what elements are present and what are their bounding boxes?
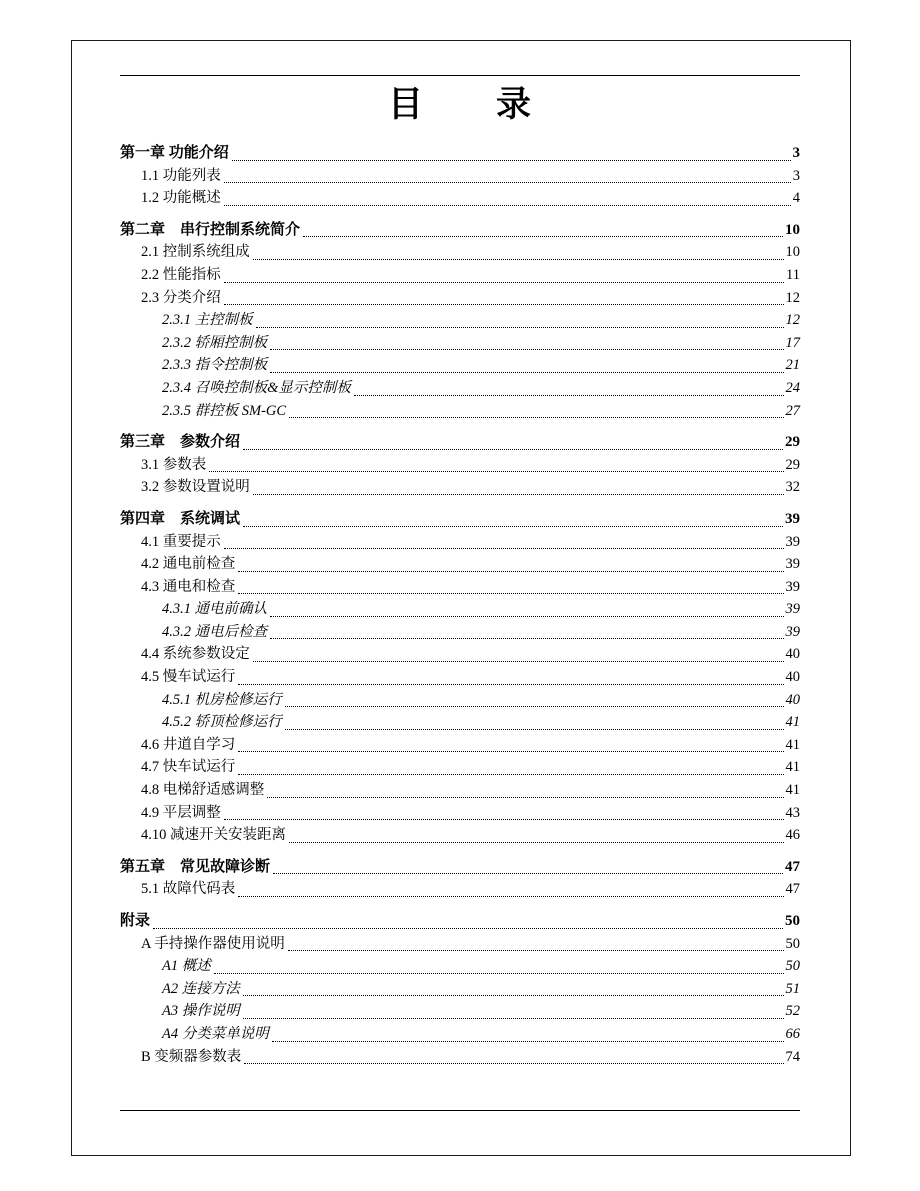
dot-leader <box>289 417 783 418</box>
dot-leader <box>289 842 784 843</box>
toc-entry-label: 4.3 通电和检查 <box>141 578 236 595</box>
toc-entry-page: 4 <box>792 190 800 207</box>
toc-entry[interactable] <box>120 802 800 825</box>
toc-entry[interactable] <box>120 1046 800 1069</box>
toc-entry[interactable] <box>120 309 800 332</box>
dot-leader <box>285 729 784 730</box>
toc-entry-label: A 手持操作器使用说明 <box>141 935 285 952</box>
toc-entry-label: 1.1 功能列表 <box>141 167 221 184</box>
toc-entry-label: 2.1 控制系统组成 <box>141 244 250 261</box>
toc-entry-label: 4.5 慢车试运行 <box>141 669 236 686</box>
toc-entry[interactable] <box>120 824 800 847</box>
dot-leader <box>153 928 783 929</box>
dot-leader <box>270 638 783 639</box>
toc-entry[interactable] <box>120 779 800 802</box>
dot-leader <box>253 259 784 260</box>
toc-entry[interactable] <box>120 576 800 599</box>
page-border <box>71 40 851 1156</box>
toc-entry-page: 39 <box>785 578 800 595</box>
bottom-rule <box>120 1110 800 1111</box>
dot-leader <box>285 706 784 707</box>
toc-entry[interactable] <box>120 910 800 933</box>
toc-entry-page: 43 <box>785 804 800 821</box>
dot-leader <box>244 1063 783 1064</box>
toc-entry-label: 3.2 参数设置说明 <box>141 479 250 496</box>
toc-entry[interactable] <box>120 219 800 242</box>
toc-entry-label: A3 操作说明 <box>162 1003 240 1020</box>
dot-leader <box>224 548 784 549</box>
dot-leader <box>270 349 783 350</box>
toc-entry-page: 41 <box>785 759 800 776</box>
top-rule <box>120 75 800 76</box>
toc-entry-page: 39 <box>785 601 800 618</box>
toc-entry-label: 2.3.3 指令控制板 <box>162 357 268 374</box>
toc-entry-label: 第四章 系统调试 <box>120 510 241 527</box>
toc-entry-page: 29 <box>785 456 800 473</box>
toc-entry-label: 4.7 快车试运行 <box>141 759 236 776</box>
toc-entry[interactable] <box>120 978 800 1001</box>
toc-entry-label: 5.1 故障代码表 <box>141 881 236 898</box>
toc-entry-label: 2.3.5 群控板 SM-GC <box>162 402 287 419</box>
toc-entry-label: 2.3.2 轿厢控制板 <box>162 334 268 351</box>
toc-entry-label: 4.4 系统参数设定 <box>141 646 250 663</box>
dot-leader <box>243 995 784 996</box>
dot-leader <box>272 1041 784 1042</box>
toc-entry[interactable] <box>120 508 800 531</box>
toc-entry-label: 2.3.4 召唤控制板&显示控制板 <box>162 379 351 396</box>
toc-entry[interactable] <box>120 734 800 757</box>
dot-leader <box>224 282 784 283</box>
toc-entry-label: A4 分类菜单说明 <box>162 1025 269 1042</box>
page-title: 目 录 <box>387 85 532 124</box>
toc-entry[interactable] <box>120 643 800 666</box>
toc-entry-page: 27 <box>785 402 800 419</box>
toc-entry[interactable] <box>120 856 800 879</box>
dot-leader <box>238 571 783 572</box>
dot-leader <box>270 372 783 373</box>
toc-entry-label: A1 概述 <box>162 958 211 975</box>
toc-entry-label: 附录 <box>120 913 151 929</box>
dot-leader <box>224 304 784 305</box>
toc-entry-label: 第五章 常见故障诊断 <box>120 858 271 875</box>
toc-entry-page: 46 <box>785 827 800 844</box>
toc-entry-label: B 变频器参数表 <box>141 1048 242 1065</box>
dot-leader <box>238 774 783 775</box>
toc-entry-label: 4.3.2 通电后检查 <box>162 623 268 640</box>
dot-leader <box>238 684 783 685</box>
toc-entry-page: 50 <box>785 935 800 952</box>
dot-leader <box>288 950 784 951</box>
toc-entry[interactable] <box>120 598 800 621</box>
toc-entry[interactable] <box>120 1000 800 1023</box>
toc-entry-page: 41 <box>785 782 800 799</box>
toc-entry-label: 4.5.1 机房检修运行 <box>162 691 282 708</box>
toc-entry[interactable] <box>120 354 800 377</box>
dot-leader <box>267 797 783 798</box>
toc-entry[interactable] <box>120 553 800 576</box>
toc-entry-label: A2 连接方法 <box>162 980 240 997</box>
toc-entry-page: 47 <box>785 881 800 898</box>
dot-leader <box>273 873 783 874</box>
toc-entry-page: 39 <box>785 533 800 550</box>
toc-entry-label: 1.2 功能概述 <box>141 190 221 207</box>
dot-leader <box>224 819 784 820</box>
toc-entry[interactable] <box>120 142 800 165</box>
toc-entry-page: 32 <box>785 479 800 496</box>
toc-entry-page: 29 <box>785 434 800 451</box>
toc-entry[interactable] <box>120 666 800 689</box>
toc-entry-page: 66 <box>785 1025 800 1042</box>
toc-entry-page: 11 <box>786 266 800 283</box>
toc-entry[interactable] <box>120 933 800 956</box>
dot-leader <box>256 327 784 328</box>
toc-entry-page: 10 <box>785 244 800 261</box>
toc-entry-label: 2.2 性能指标 <box>141 266 221 283</box>
dot-leader <box>224 182 791 183</box>
toc-entry[interactable] <box>120 400 800 423</box>
toc-entry[interactable] <box>120 431 800 454</box>
toc-entry-label: 4.9 平层调整 <box>141 804 221 821</box>
toc-entry-page: 47 <box>785 858 800 875</box>
dot-leader <box>214 973 784 974</box>
toc-entry-page: 41 <box>785 714 800 731</box>
toc-entry-page: 24 <box>785 379 800 396</box>
toc-entry-label: 2.3.1 主控制板 <box>162 312 253 329</box>
toc-entry-page: 74 <box>785 1048 800 1065</box>
toc-entry[interactable] <box>120 264 800 287</box>
toc-entry[interactable] <box>120 241 800 264</box>
dot-leader <box>253 494 784 495</box>
dot-leader <box>209 471 783 472</box>
toc-entry[interactable] <box>120 756 800 779</box>
toc-entry[interactable] <box>120 531 800 554</box>
toc-entry[interactable] <box>120 711 800 734</box>
toc-entry[interactable] <box>120 165 800 188</box>
toc-entry-page: 51 <box>785 980 800 997</box>
toc-entry-page: 52 <box>785 1003 800 1020</box>
toc-entry-page: 12 <box>785 289 800 306</box>
toc-entry-page: 3 <box>792 167 800 184</box>
toc-entry[interactable] <box>120 689 800 712</box>
toc-list <box>120 142 800 1068</box>
toc-entry-label: 4.10 减速开关安装距离 <box>141 827 286 844</box>
toc-entry-label: 4.6 井道自学习 <box>141 736 236 753</box>
dot-leader <box>243 526 783 527</box>
toc-entry-page: 21 <box>785 357 800 374</box>
toc-entry[interactable] <box>120 377 800 400</box>
dot-leader <box>270 616 783 617</box>
toc-entry-page: 12 <box>785 312 800 329</box>
dot-leader <box>238 751 783 752</box>
toc-entry-page: 50 <box>785 913 800 929</box>
toc-entry[interactable] <box>120 476 800 499</box>
toc-entry[interactable] <box>120 454 800 477</box>
toc-entry-label: 4.8 电梯舒适感调整 <box>141 782 265 799</box>
toc-entry[interactable] <box>120 332 800 355</box>
toc-entry-label: 第三章 参数介绍 <box>120 434 241 451</box>
toc-entry[interactable] <box>120 287 800 310</box>
toc-entry-label: 4.2 通电前检查 <box>141 556 236 573</box>
toc-entry-page: 40 <box>785 646 800 663</box>
dot-leader <box>354 395 784 396</box>
dot-leader <box>232 160 791 161</box>
toc-entry-label: 3.1 参数表 <box>141 456 207 473</box>
toc-entry-page: 39 <box>785 556 800 573</box>
toc-entry-page: 3 <box>792 145 800 161</box>
toc-entry-page: 39 <box>785 623 800 640</box>
dot-leader <box>238 593 783 594</box>
dot-leader <box>238 896 783 897</box>
toc-entry[interactable] <box>120 1023 800 1046</box>
toc-entry-page: 40 <box>785 669 800 686</box>
toc-entry[interactable] <box>120 621 800 644</box>
toc-entry[interactable] <box>120 955 800 978</box>
toc-entry-page: 10 <box>785 221 800 238</box>
toc-entry-page: 39 <box>785 510 800 527</box>
dot-leader <box>224 205 791 206</box>
toc-entry-label: 4.1 重要提示 <box>141 533 221 550</box>
dot-leader <box>303 236 783 237</box>
toc-entry-label: 第二章 串行控制系统简介 <box>120 221 301 238</box>
dot-leader <box>253 661 784 662</box>
toc-entry-label: 4.5.2 轿顶检修运行 <box>162 714 282 731</box>
page-content <box>120 41 800 1068</box>
dot-leader <box>243 1018 784 1019</box>
toc-entry-label: 4.3.1 通电前确认 <box>162 601 268 618</box>
toc-entry-page: 17 <box>785 334 800 351</box>
toc-entry[interactable] <box>120 878 800 901</box>
toc-entry-page: 50 <box>785 958 800 975</box>
toc-entry-page: 40 <box>785 691 800 708</box>
toc-entry-label: 2.3 分类介绍 <box>141 289 221 306</box>
dot-leader <box>243 449 783 450</box>
toc-entry-page: 41 <box>785 736 800 753</box>
toc-entry[interactable] <box>120 187 800 210</box>
toc-entry-label: 第一章 功能介绍 <box>120 145 229 161</box>
